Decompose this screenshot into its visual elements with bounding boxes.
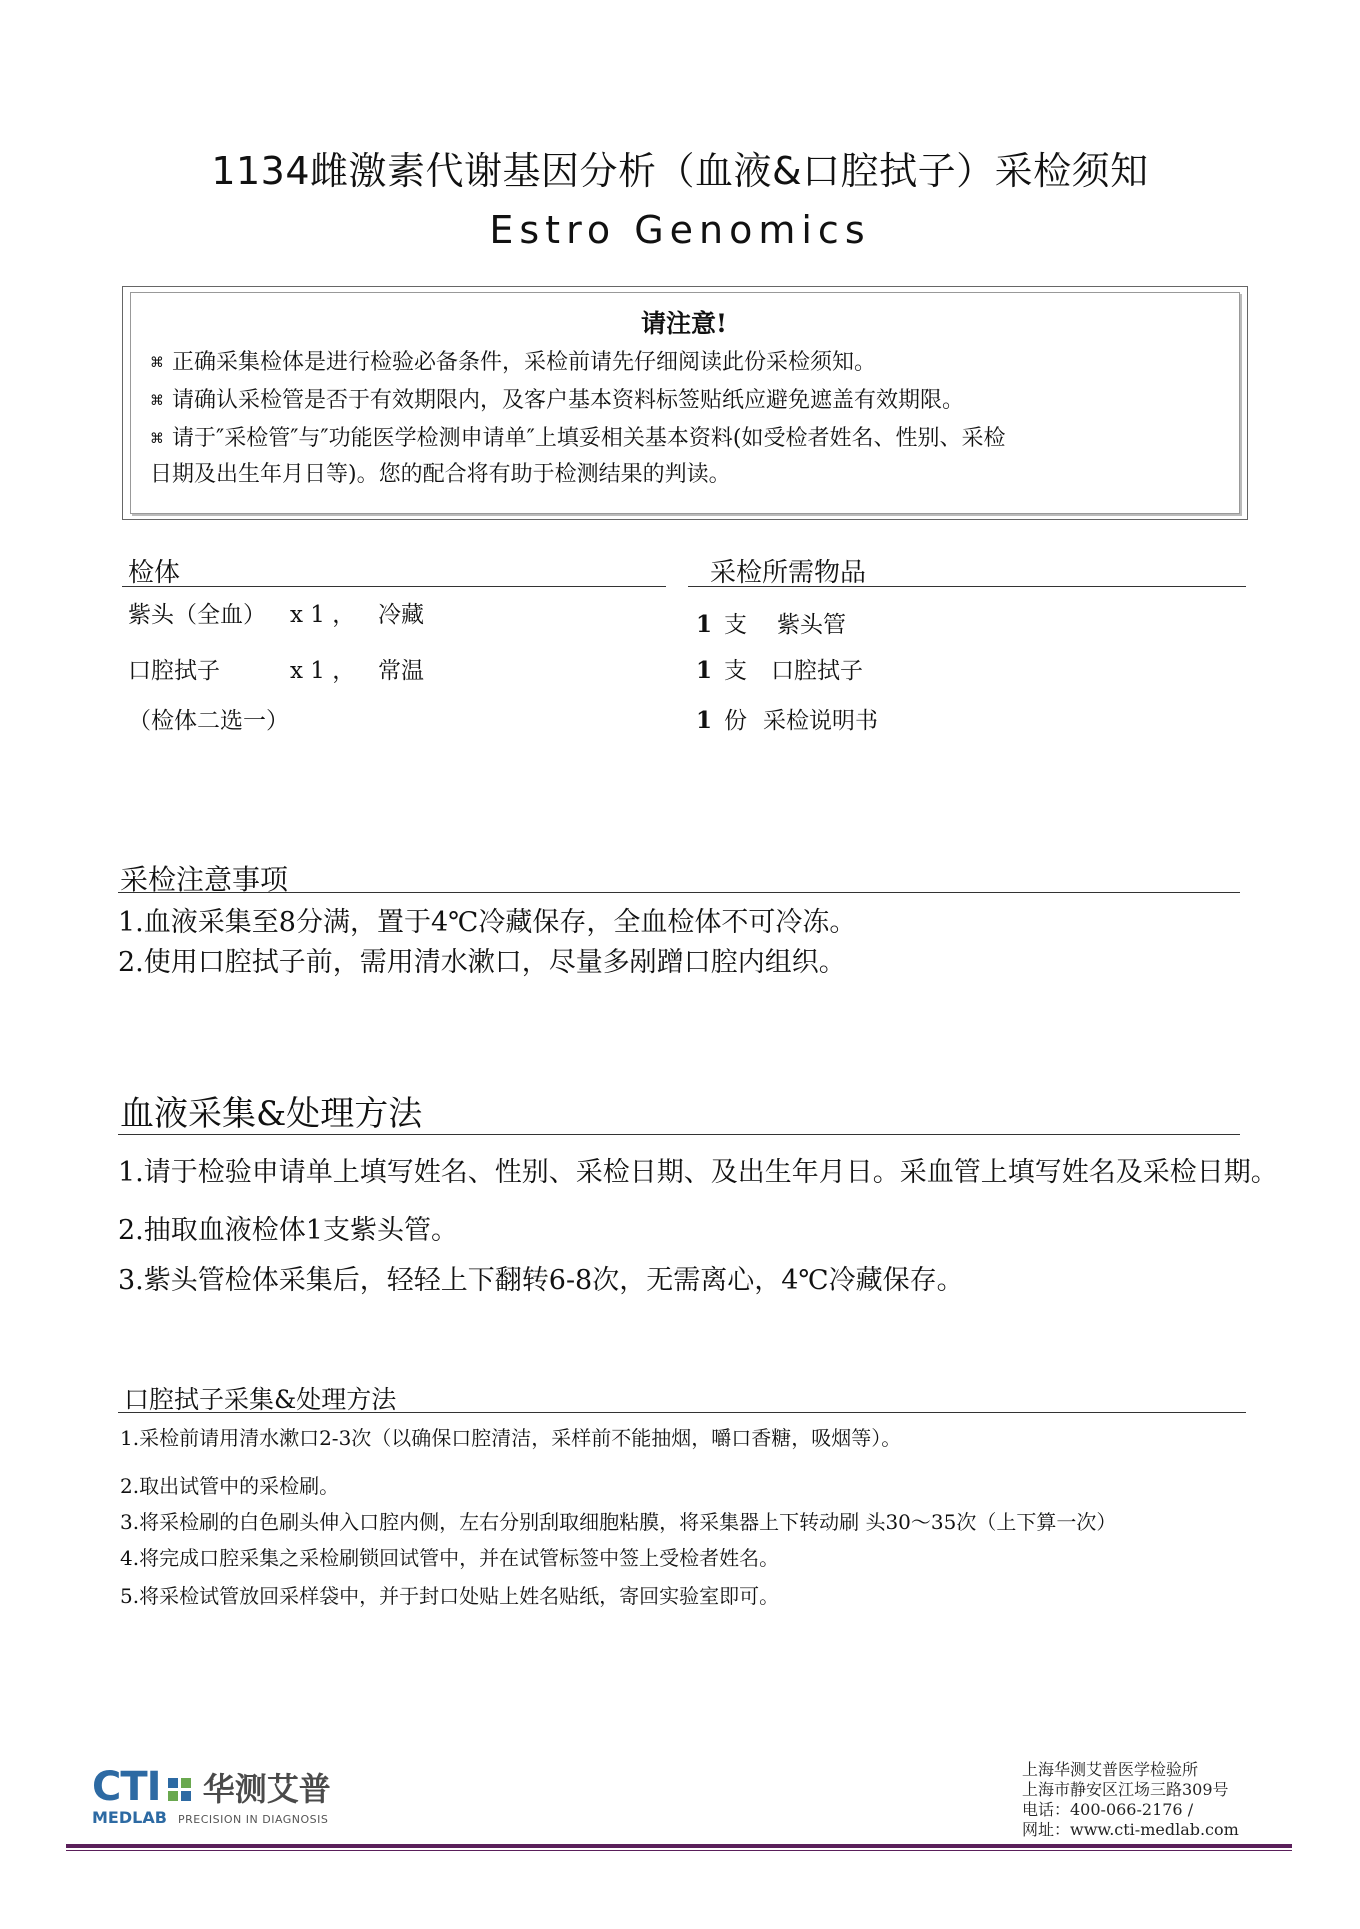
supply-item-2: 1 支 口腔拭子 [696,657,864,684]
address-line-3: 电话：400-066-2176 / [1022,1800,1194,1819]
precaution-line-2: 2.使用口腔拭子前，需用清水漱口，尽量多剐蹭口腔内组织。 [118,947,846,978]
command-key-icon: ⌘ [150,431,164,447]
specimen-row-1-qty: x 1 ， [290,602,356,628]
blood-line-3: 3.紫头管检体采集后，轻轻上下翻转6-8次，无需离心，4℃冷藏保存。 [118,1265,964,1296]
swab-line-4: 4.将完成口腔采集之采检刷锁回试管中，并在试管标签中签上受检者姓名。 [120,1546,780,1570]
swab-line-1: 1.采检前请用清水漱口2-3次（以确保口腔清洁，采样前不能抽烟，嚼口香糖，吸烟等）。 [120,1426,902,1450]
logo-cn-text: 华测艾普 [202,1770,331,1808]
precautions-rule [118,892,1240,893]
logo-medlab-text: MEDLAB [92,1808,167,1827]
blood-rule [118,1134,1240,1135]
address-line-4: 网址：www.cti-medlab.com [1022,1820,1239,1839]
logo-grid-icon [168,1778,192,1802]
blood-line-2: 2.抽取血液检体1支紫头管。 [118,1215,458,1246]
notice-line-2: ⌘ 请确认采检管是否于有效期限内，及客户基本资料标签贴纸应避免遮盖有效期限。 [150,388,965,413]
specimen-row-1-name: 紫头（全血） [128,602,266,628]
specimen-row-2-storage: 常温 [378,658,424,684]
notice-line-3: ⌘ 请于″采检管″与″功能医学检测申请单″上填妥相关基本资料(如受检者姓名、性别、采检 [150,426,1006,451]
swab-rule [118,1412,1246,1413]
command-key-icon: ⌘ [150,355,164,371]
address-line-2: 上海市静安区江场三路309号 [1022,1780,1229,1799]
notice-heading: 请注意! [641,309,727,338]
command-key-icon: ⌘ [150,393,164,409]
address-line-1: 上海华测艾普医学检验所 [1022,1760,1199,1779]
specimen-heading: 检体 [128,558,181,588]
swab-line-5: 5.将采检试管放回采样袋中，并于封口处贴上姓名贴纸，寄回实验室即可。 [120,1584,780,1608]
specimen-row-2-name: 口腔拭子 [128,658,220,684]
specimen-row-1-storage: 冷藏 [378,602,424,628]
logo-cti-text: CTI [92,1764,161,1810]
swab-line-3: 3.将采检刷的白色刷头伸入口腔内侧，左右分别刮取细胞粘膜，将采集器上下转动刷 头30～35次（上下算一次） [120,1510,1117,1534]
footer-address [1022,1760,1239,1840]
page-title: 1134雌激素代谢基因分析（血液&口腔拭子）采检须知 [211,149,1149,193]
supplies-heading: 采检所需物品 [710,558,867,588]
supply-item-1: 1 支 紫头管 [696,611,847,638]
notice-line-1: ⌘ 正确采集检体是进行检验必备条件，采检前请先仔细阅读此份采检须知。 [150,350,877,375]
supply-item-3: 1 份 采检说明书 [696,707,879,734]
precaution-line-1: 1.血液采集至8分满，置于4℃冷藏保存，全血检体不可冷冻。 [118,907,857,938]
notice-line-4: 日期及出生年月日等)。您的配合将有助于检测结果的判读。 [150,462,731,487]
blood-heading: 血液采集&处理方法 [120,1094,423,1134]
footer-bar-thin [66,1850,1292,1851]
company-logo [92,1764,352,1827]
page-subtitle: Estro Genomics [489,208,871,252]
footer-bar [66,1844,1292,1848]
blood-line-1: 1.请于检验申请单上填写姓名、性别、采检日期、及出生年月日。采血管上填写姓名及采检日期。 [118,1157,1278,1188]
logo-tagline: PRECISION IN DIAGNOSIS [178,1813,329,1826]
precautions-heading: 采检注意事项 [120,863,289,896]
swab-heading: 口腔拭子采集&处理方法 [124,1385,397,1414]
swab-line-2: 2.取出试管中的采检刷。 [120,1474,340,1498]
specimen-rule [122,586,666,587]
specimen-note: （检体二选一） [128,708,289,734]
supplies-rule [688,586,1246,587]
specimen-row-2-qty: x 1 ， [290,658,356,684]
